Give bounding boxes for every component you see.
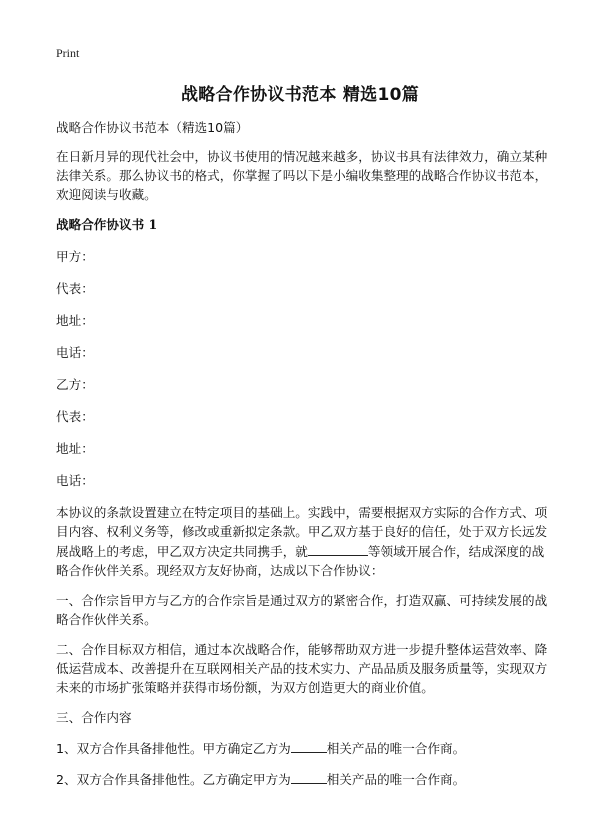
print-link[interactable]: Print (56, 46, 80, 60)
party-a-representative-field: 代表： (56, 281, 94, 296)
party-b-address-field: 地址： (56, 441, 94, 456)
item-2-paragraph (56, 769, 548, 789)
blank-line (291, 769, 327, 784)
clause-3-heading: 三、合作内容 (56, 710, 132, 725)
party-a-field: 甲方： (56, 249, 94, 264)
preamble-text-start: 本协议的条款设置建立在特定项目的基础上。实践中，需要根据双方实际的合作方式、项目内容、权利义务等，修改或重新拟定条款。甲乙双方基于良好的信任，处于双方长远发展战略上的考虑，甲乙双方决定共同携手，就 (56, 505, 548, 559)
item-2-text-start: 2、双方合作具备排他性。乙方确定甲方为 (56, 772, 291, 787)
party-b-phone-field: 电话： (56, 473, 94, 488)
preamble-text-end: 等领域开展合作，结成深度的战略合作伙伴关系。现经双方友好协商，达成以下合作协议： (56, 544, 545, 578)
party-a-phone-field: 电话： (56, 345, 94, 360)
preamble-paragraph (56, 503, 548, 580)
document-subtitle: 战略合作协议书范本（精选10篇） (56, 120, 249, 135)
clause-1-paragraph: 一、合作宗旨甲方与乙方的合作宗旨是通过双方的紧密合作，打造双赢、可持续发展的战略合作伙伴关系。 (56, 593, 548, 627)
clause-2-paragraph: 二、合作目标双方相信，通过本次战略合作，能够帮助双方进一步提升整体运营效率、降低运营成本、改善提升在互联网相关产品的技术实力、产品品质及服务质量等，实现双方未来的市场扩张策略并获得市场份额，为双方创造更大的商业价值。 (56, 642, 548, 695)
party-b-field: 乙方： (56, 377, 94, 392)
blank-line (308, 541, 368, 556)
item-1-text-end: 相关产品的唯一合作商。 (326, 741, 466, 756)
intro-paragraph: 在日新月异的现代社会中，协议书使用的情况越来越多，协议书具有法律效力，确立某种法律关系。那么协议书的格式，你掌握了吗以下是小编收集整理的战略合作协议书范本，欢迎阅读与收藏。 (56, 149, 548, 202)
item-2-text-end: 相关产品的唯一合作商。 (326, 772, 466, 787)
page-title: 战略合作协议书范本 精选10篇 (180, 85, 420, 105)
item-1-paragraph (56, 738, 548, 758)
document-body (56, 118, 548, 800)
section-heading: 战略合作协议书 1 (56, 217, 158, 232)
blank-line (291, 738, 327, 753)
item-1-text-start: 1、双方合作具备排他性。甲方确定乙方为 (56, 741, 291, 756)
party-b-representative-field: 代表： (56, 409, 94, 424)
party-a-address-field: 地址： (56, 313, 94, 328)
